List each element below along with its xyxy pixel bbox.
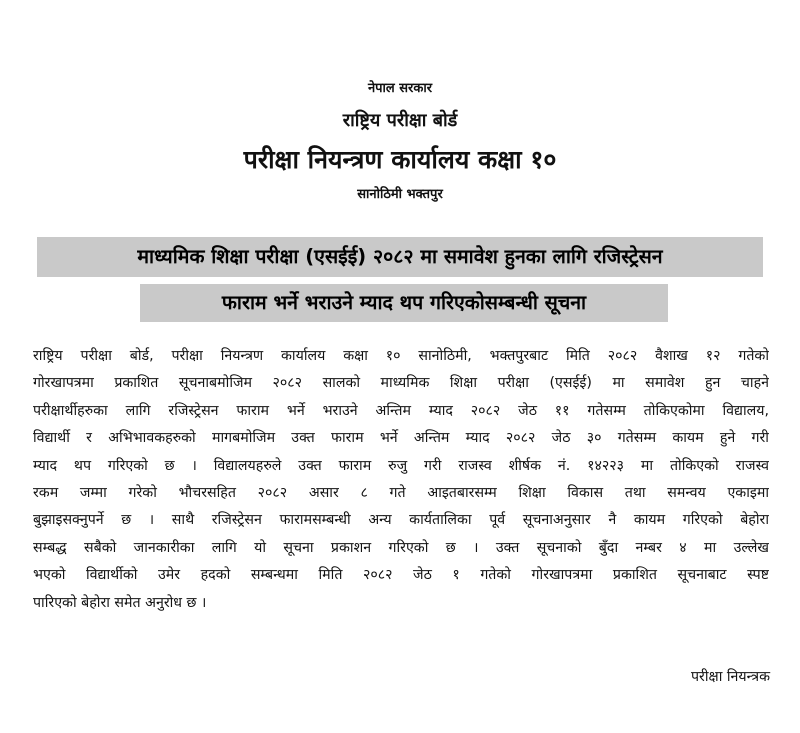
body-line: रकम जम्मा गरेको भौचरसहित २०८२ असार ८ गते आइतबारसम्म शिक्षा विकास तथा समन्वय एकाइमा: [33, 484, 769, 501]
body-line: विद्यार्थी र अभिभावकहरुको मागबमोजिम उक्त फाराम भर्ने अन्तिम म्याद २०८२ जेठ ३० गतेसम्म कायम हुने गरी: [33, 430, 769, 447]
body-line: गोरखापत्रमा प्रकाशित सूचनाबमोजिम २०८२ सालको माध्यमिक शिक्षा परीक्षा (एसईई) मा समावेश हुन चाहने: [33, 375, 769, 392]
notice-title-line-2: फाराम भर्ने भराउने म्याद थप गरिएकोसम्बन्धी सूचना: [140, 284, 668, 322]
government-name: नेपाल सरकार: [367, 81, 433, 96]
office-name: परीक्षा नियन्त्रण कार्यालय कक्षा १०: [243, 145, 557, 174]
signatory-title: परीक्षा नियन्त्रक: [690, 669, 770, 685]
office-location: सानोठिमी भक्तपुर: [357, 187, 443, 202]
notice-body: [33, 343, 769, 617]
board-name: राष्ट्रिय परीक्षा बोर्ड: [342, 110, 458, 131]
body-line: पारिएको बेहोरा समेत अनुरोध छ ।: [33, 594, 207, 611]
notice-title-line-1: माध्यमिक शिक्षा परीक्षा (एसईई) २०८२ मा समावेश हुनका लागि रजिस्ट्रेसन: [37, 237, 763, 277]
body-line: परीक्षार्थीहरुका लागि रजिस्ट्रेसन फाराम भर्ने भराउने अन्तिम म्याद २०८२ जेठ ११ गतेसम्म तोकिएकोमा विद्यालय,: [33, 402, 769, 419]
body-line: राष्ट्रिय परीक्षा बोर्ड, परीक्षा नियन्त्रण कार्यालय कक्षा १० सानोठिमी, भक्तपुरबाट मिति २०८२ वैशाख १२ गतेको: [33, 348, 769, 364]
body-line: म्याद थप गरिएको छ । विद्यालयहरुले उक्त फाराम रुजु गरी राजस्व शीर्षक नं. १४२२३ मा तोकिएको राजस्व: [33, 457, 769, 474]
body-line: सम्बद्ध सबैको जानकारीका लागि यो सूचना प्रकाशन गरिएको छ । उक्त सूचनाको बुँदा नम्बर ४ मा उल्लेख: [33, 539, 769, 556]
body-line: भएको विद्यार्थीको उमेर हदको सम्बन्धमा मिति २०८२ जेठ १ गतेको गोरखापत्रमा प्रकाशित सूचनाबाट स्पष्ट: [33, 567, 769, 584]
body-line: बुझाइसक्नुपर्ने छ । साथै रजिस्ट्रेसन फारामसम्बन्धी अन्य कार्यतालिका पूर्व सूचनाअनुसार नै कायम गरिएको बेहोरा: [33, 512, 769, 529]
